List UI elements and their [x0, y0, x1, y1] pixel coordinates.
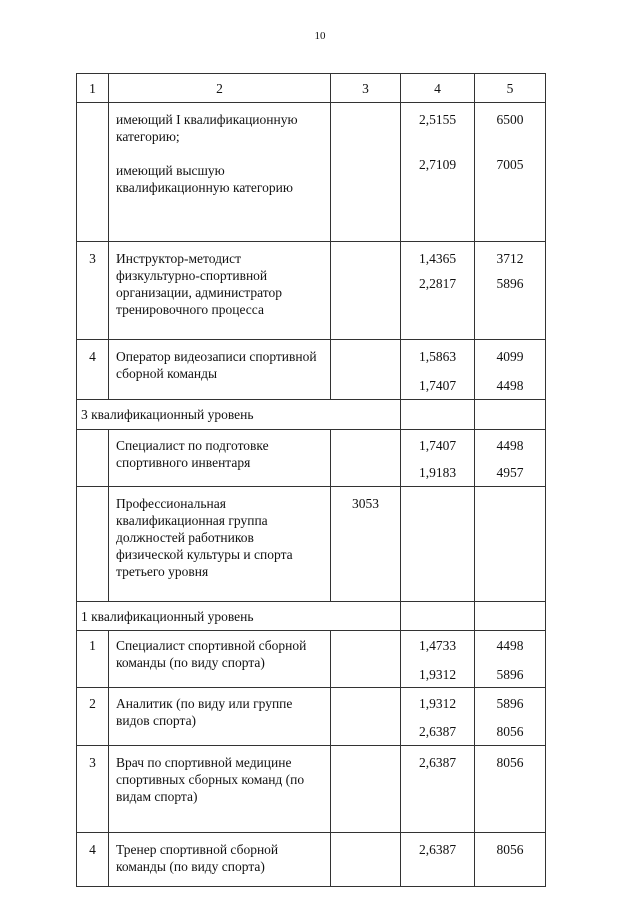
page-number: 10 — [314, 30, 326, 42]
group-code — [331, 688, 401, 746]
column-header: 5 — [475, 74, 546, 103]
row-number — [77, 487, 109, 602]
position-name: Тренер спортивной сборной команды (по виду спорта) — [116, 842, 279, 874]
group-code — [331, 430, 401, 487]
salary-value: 5896 — [496, 276, 524, 291]
group-name: Профессиональная квалификационная группа должностей работников физической культуры и спорта третьего уровня — [116, 496, 293, 579]
group-code: 3053 — [352, 496, 379, 511]
table-row — [77, 688, 546, 746]
row-number: 3 — [89, 251, 96, 266]
table-row — [77, 631, 546, 688]
coefficient-value: 1,9312 — [418, 696, 457, 711]
salary-value: 4099 — [496, 349, 524, 364]
coefficient-value: 2,5155 — [418, 112, 457, 127]
row-number — [77, 430, 109, 487]
group-code — [331, 746, 401, 833]
row-number: 2 — [89, 696, 96, 711]
coefficient-cell — [401, 103, 475, 242]
salary-value: 4957 — [496, 465, 524, 480]
salary-value: 6500 — [496, 112, 524, 127]
salary-value: 8056 — [496, 842, 524, 857]
group-code — [331, 242, 401, 340]
salary-value: 8056 — [496, 755, 524, 770]
salary-value: 7005 — [496, 157, 524, 172]
coefficient-value: 1,4365 — [418, 251, 457, 266]
position-name: Инструктор-методист физкультурно-спортивной организации, администратор тренировочного процесса — [116, 251, 282, 317]
row-number: 1 — [89, 638, 96, 653]
column-header: 2 — [109, 74, 331, 103]
group-code — [331, 103, 401, 242]
row-number — [77, 103, 109, 242]
level-row — [77, 602, 546, 631]
column-header: 1 — [77, 74, 109, 103]
coefficient-value: 1,5863 — [418, 349, 457, 364]
table-header-row — [77, 74, 546, 103]
category-item: имеющий I квалификационную категорию; — [116, 112, 298, 144]
table-row — [77, 103, 546, 242]
table-row — [77, 340, 546, 400]
table-row — [77, 242, 546, 340]
coefficient-value: 1,9183 — [418, 465, 457, 480]
group-code — [331, 631, 401, 688]
group-code — [331, 340, 401, 400]
position-name: Врач по спортивной медицине спортивных сборных команд (по видам спорта) — [116, 755, 305, 804]
coefficient-value: 1,7407 — [418, 438, 457, 453]
row-number: 3 — [89, 755, 96, 770]
position-name — [109, 103, 331, 242]
coefficient-value: 1,4733 — [418, 638, 457, 653]
row-number: 4 — [89, 349, 96, 364]
salary-value: 8056 — [496, 724, 524, 739]
qualification-level: 1 квалификационный уровень — [77, 602, 401, 631]
position-name: Оператор видеозаписи спортивной сборной команды — [116, 349, 317, 381]
position-name: Аналитик (по виду или группе видов спорта) — [116, 696, 293, 728]
table-row — [77, 746, 546, 833]
salary-cell — [475, 103, 546, 242]
coefficient-value: 2,6387 — [418, 755, 457, 770]
coefficient-value: 1,9312 — [418, 667, 457, 682]
column-header: 3 — [331, 74, 401, 103]
table-row — [77, 487, 546, 602]
salary-value: 5896 — [496, 696, 524, 711]
salary-value: 3712 — [496, 251, 524, 266]
coefficient-value: 2,2817 — [418, 276, 457, 291]
coefficient-value: 2,6387 — [418, 842, 457, 857]
group-code — [331, 833, 401, 887]
salary-value: 4498 — [496, 378, 524, 393]
column-header: 4 — [401, 74, 475, 103]
qualification-level: 3 квалификационный уровень — [77, 400, 401, 430]
coefficient-value: 2,7109 — [418, 157, 457, 172]
coefficient-value: 1,7407 — [418, 378, 457, 393]
table-row — [77, 833, 546, 887]
level-row — [77, 400, 546, 430]
row-number: 4 — [89, 842, 96, 857]
position-name: Специалист по подготовке спортивного инвентаря — [116, 438, 269, 470]
category-item: имеющий высшую квалификационную категорию — [116, 163, 293, 195]
salary-value: 4498 — [496, 638, 524, 653]
salary-value: 5896 — [496, 667, 524, 682]
table-row — [77, 430, 546, 487]
coefficient-value: 2,6387 — [418, 724, 457, 739]
salary-table — [76, 73, 546, 887]
position-name: Специалист спортивной сборной команды (по виду спорта) — [116, 638, 307, 670]
salary-value: 4498 — [496, 438, 524, 453]
